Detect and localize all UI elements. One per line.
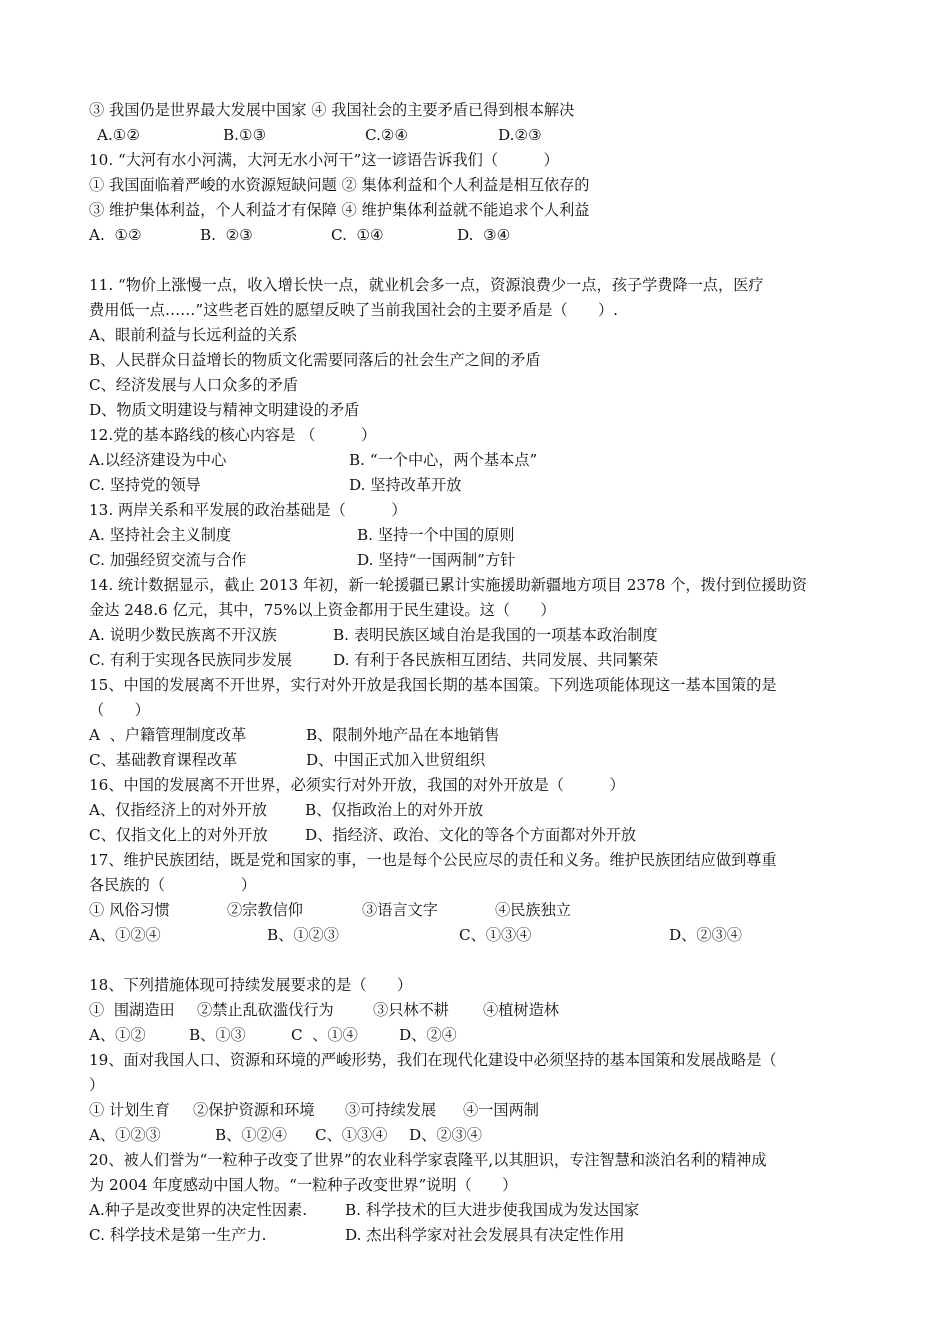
q19-item-1: ① 计划生育 xyxy=(89,1101,170,1119)
q20-stem-line2: 为 2004 年度感动中国人物。“一粒种子改变世界”说明（ ） xyxy=(89,1176,518,1194)
q15-options-row2 xyxy=(89,748,869,773)
q9-option-a: A.①② xyxy=(97,126,141,144)
q18-option-d: D、②④ xyxy=(399,1026,457,1044)
q12-option-c: C. 坚持党的领导 xyxy=(89,476,201,494)
q18-item-4: ④植树造林 xyxy=(483,1001,559,1019)
q13-options-row1 xyxy=(89,523,869,548)
q16-options-row1 xyxy=(89,798,869,823)
q16-stem: 16、中国的发展离不开世界，必须实行对外开放，我国的对外开放是（ ） xyxy=(89,776,625,794)
q18-item-1: ① 围湖造田 xyxy=(89,1001,175,1019)
q16-options-row2 xyxy=(89,823,869,848)
q19-item-3: ③可持续发展 xyxy=(345,1101,437,1119)
q13-option-a: A. 坚持社会主义制度 xyxy=(89,526,232,544)
q17-options xyxy=(89,923,869,948)
q18-item-2: ②禁止乱砍滥伐行为 xyxy=(197,1001,334,1019)
q9-statement: ③ 我国仍是世界最大发展中国家 ④ 我国社会的主要矛盾已得到根本解决 xyxy=(89,101,575,119)
q17-item-2: ②宗教信仰 xyxy=(227,901,303,919)
q16-option-c: C、仅指文化上的对外开放 xyxy=(89,826,268,844)
q16-option-b: B、仅指政治上的对外开放 xyxy=(305,801,484,819)
q15-option-a: A 、户籍管理制度改革 xyxy=(89,726,247,744)
q12-options-row1 xyxy=(89,448,869,473)
q12-options-row2 xyxy=(89,473,869,498)
q14-options-row1 xyxy=(89,623,869,648)
q20-options-row2 xyxy=(89,1223,869,1248)
q17-option-b: B、①②③ xyxy=(267,926,339,944)
q18-option-a: A、①② xyxy=(89,1026,146,1044)
q15-option-d: D、中国正式加入世贸组织 xyxy=(306,751,486,769)
q19-option-d: D、②③④ xyxy=(409,1126,482,1144)
q11-option-d: D、物质文明建设与精神文明建设的矛盾 xyxy=(89,401,360,419)
exam-page xyxy=(89,98,869,1248)
q17-items xyxy=(89,898,869,923)
q13-option-b: B. 坚持一个中国的原则 xyxy=(357,526,515,544)
q13-option-c: C. 加强经贸交流与合作 xyxy=(89,551,247,569)
q14-option-d: D. 有利于各民族相互团结、共同发展、共同繁荣 xyxy=(333,651,659,669)
q12-stem: 12.党的基本路线的核心内容是 （ ） xyxy=(89,426,377,444)
q10-option-d: D. ③④ xyxy=(457,226,511,244)
q19-item-4: ④一国两制 xyxy=(463,1101,539,1119)
q16-option-a: A、仅指经济上的对外开放 xyxy=(89,801,268,819)
q11-option-c: C、经济发展与人口众多的矛盾 xyxy=(89,376,299,394)
q18-options xyxy=(89,1023,869,1048)
q13-stem: 13. 两岸关系和平发展的政治基础是（ ） xyxy=(89,501,407,519)
q9-option-d: D.②③ xyxy=(498,126,542,144)
q17-option-a: A、①②④ xyxy=(89,926,161,944)
q19-option-a: A、①②③ xyxy=(89,1126,161,1144)
q19-stem-line2: ） xyxy=(89,1076,105,1094)
q11-option-a: A、眼前利益与长远利益的关系 xyxy=(89,326,298,344)
q19-items xyxy=(89,1098,869,1123)
q14-option-b: B. 表明民族区域自治是我国的一项基本政治制度 xyxy=(333,626,658,644)
q19-option-c: C、①③④ xyxy=(315,1126,388,1144)
q17-item-3: ③语言文字 xyxy=(362,901,438,919)
q17-item-4: ④民族独立 xyxy=(495,901,571,919)
q13-option-d: D. 坚持“一国两制”方针 xyxy=(357,551,516,569)
q18-stem: 18、下列措施体现可持续发展要求的是（ ） xyxy=(89,976,413,994)
q11-stem-line2: 费用低一点……”这些老百姓的愿望反映了当前我国社会的主要矛盾是（ ）. xyxy=(89,301,618,319)
q10-option-c: C. ①④ xyxy=(331,226,384,244)
q20-option-b: B. 科学技术的巨大进步使我国成为发达国家 xyxy=(345,1201,640,1219)
q12-option-b: B. “一个中心，两个基本点” xyxy=(349,451,538,469)
q14-option-a: A. 说明少数民族离不开汉族 xyxy=(89,626,277,644)
q10-option-a: A. ①② xyxy=(89,226,142,244)
q20-option-d: D. 杰出科学家对社会发展具有决定性作用 xyxy=(345,1226,625,1244)
q17-item-1: ① 风俗习惯 xyxy=(89,901,170,919)
q18-item-3: ③只林不耕 xyxy=(373,1001,449,1019)
q19-options xyxy=(89,1123,869,1148)
q10-statements-2: ③ 维护集体利益，个人利益才有保障 ④ 维护集体利益就不能追求个人利益 xyxy=(89,201,590,219)
q12-option-a: A.以经济建设为中心 xyxy=(89,451,227,469)
q16-option-d: D、指经济、政治、文化的等各个方面都对外开放 xyxy=(305,826,637,844)
q11-option-b: B、人民群众日益增长的物质文化需要同落后的社会生产之间的矛盾 xyxy=(89,351,541,369)
q14-option-c: C. 有利于实现各民族同步发展 xyxy=(89,651,292,669)
q19-option-b: B、①②④ xyxy=(215,1126,287,1144)
q20-option-c: C. 科学技术是第一生产力. xyxy=(89,1226,267,1244)
q10-stem: 10. “大河有水小河满，大河无水小河干”这一谚语告诉我们（ ） xyxy=(89,151,559,169)
q19-item-2: ②保护资源和环境 xyxy=(193,1101,315,1119)
q14-stem-line2: 金达 248.6 亿元，其中，75%以上资金都用于民生建设。这（ ） xyxy=(89,601,556,619)
q20-options-row1 xyxy=(89,1198,869,1223)
q15-stem-line2: （ ） xyxy=(89,701,150,719)
q15-stem-line1: 15、中国的发展离不开世界，实行对外开放是我国长期的基本国策。下列选项能体现这一基本国策的是 xyxy=(89,676,777,694)
q15-option-c: C、基础教育课程改革 xyxy=(89,751,238,769)
q10-options xyxy=(89,223,869,248)
q10-statements-1: ① 我国面临着严峻的水资源短缺问题 ② 集体利益和个人利益是相互依存的 xyxy=(89,176,590,194)
q10-option-b: B. ②③ xyxy=(200,226,253,244)
q18-option-b: B、①③ xyxy=(189,1026,246,1044)
q9-option-c: C.②④ xyxy=(365,126,409,144)
q19-stem-line1: 19、面对我国人口、资源和环境的严峻形势，我们在现代化建设中必须坚持的基本国策和发展战略是（ xyxy=(89,1051,777,1069)
q9-option-b: B.①③ xyxy=(223,126,267,144)
q12-option-d: D. 坚持改革开放 xyxy=(349,476,462,494)
q17-stem-line2: 各民族的（ ） xyxy=(89,876,257,894)
q17-stem-line1: 17、维护民族团结，既是党和国家的事，一也是每个公民应尽的责任和义务。维护民族团结应做到尊重 xyxy=(89,851,777,869)
q14-options-row2 xyxy=(89,648,869,673)
q15-options-row1 xyxy=(89,723,869,748)
q15-option-b: B、限制外地产品在本地销售 xyxy=(306,726,500,744)
q18-items xyxy=(89,998,869,1023)
q13-options-row2 xyxy=(89,548,869,573)
q17-option-d: D、②③④ xyxy=(669,926,742,944)
q9-options xyxy=(89,123,869,148)
q18-option-c: C 、①④ xyxy=(291,1026,358,1044)
q20-option-a: A.种子是改变世界的决定性因素. xyxy=(89,1201,308,1219)
q11-stem-line1: 11. “物价上涨慢一点，收入增长快一点，就业机会多一点，资源浪费少一点，孩子学费降一点，医疗 xyxy=(89,276,764,294)
q14-stem-line1: 14. 统计数据显示，截止 2013 年初，新一轮援疆已累计实施援助新疆地方项目 2378 个，拨付到位援助资 xyxy=(89,576,807,594)
q17-option-c: C、①③④ xyxy=(459,926,532,944)
q20-stem-line1: 20、被人们誉为“一粒种子改变了世界”的农业科学家袁隆平,以其胆识，专注智慧和淡泊名利的精神成 xyxy=(89,1151,767,1169)
